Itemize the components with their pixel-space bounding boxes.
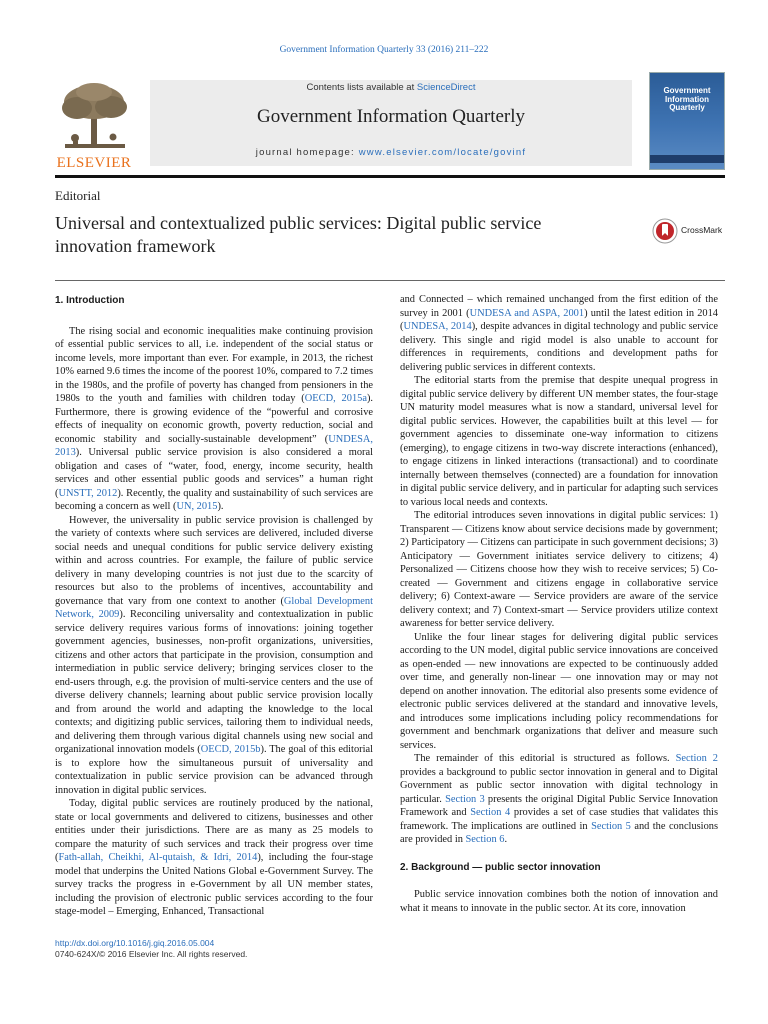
elsevier-wordmark: ELSEVIER xyxy=(56,155,132,171)
citation-link[interactable]: OECD, 2015b xyxy=(200,744,261,755)
article-type: Editorial xyxy=(55,188,101,203)
text-run: ). xyxy=(217,501,224,512)
section-link[interactable]: Section 5 xyxy=(591,820,631,832)
journal-reference-link[interactable]: Government Information Quarterly 33 (2016) 211–222 xyxy=(279,45,489,55)
text-run: However, the universality in public service provision is challenged by the variety of contexts where such services are delivered, included diverse social needs and unequal conditions for public service delivery existing within and across countries. For example, the failure of public service delivery in many developing countries is not just due to the scarcity of resources but also to the problems of incentives, accountability and governance that vary from one context to another ( xyxy=(55,514,373,607)
section-link[interactable]: Section 2 xyxy=(675,753,719,764)
section-heading-background: 2. Background — public sector innovation xyxy=(400,861,601,873)
body-left-column xyxy=(55,290,373,919)
text-run: Today, digital public services are routinely produced by the national, state or local governments and delivered to citizens, businesses and other entities under their jurisdictions. There are as many as 25 models to compare the maturity of such services and track their progress over time ( xyxy=(55,798,373,863)
paragraph: The editorial starts from the premise that despite unequal progress in digital public service delivery by different UN member states, the four-stage UN maturity model measures what is now a standard, universal level for digital public services. However, the capabilities built at this level — for government agencies to disseminate one-way information to citizens (emerging), to engage citizens in two-way discrete interactions (enhanced), to engage citizens in linked interactions (transactional) and to coordinate internally between themselves (connected) are a foundation for innovation in digital public service delivery, and in particular for adapting such services to various local needs and contexts. xyxy=(400,375,718,508)
paragraph: The editorial introduces seven innovations in digital public services: 1) Transparent — Citizens know about service decisions made by government; 2) Participatory — Citizens can participate in such government decisions; 3) Anticipatory — Government initiates service delivery to citizens; 4) Personalized — Citizens choose how they wish to receive services; 5) Co-created — Government and citizens engage in collaborative service delivery; 6) Context-aware — Service providers are aware of the service delivery context; and 7) Context-smart — Service providers utilize context awareness for better service delivery. xyxy=(400,510,718,629)
citation-link[interactable]: Fath-allah, Cheikhi, Al-qutaish, & Idri, 2014 xyxy=(58,852,258,863)
cover-title: Government Information Quarterly xyxy=(663,86,711,112)
text-run: ). Reconciling universality and contextualization in public service delivery requires various forms of innovations: joining together government agencies, businesses, non-profit organizations, universities, citizens and other actors that participate in the provision, consumption and intermediation in public service delivery; bringing services closer to the end-users through, e.g. the provision of multi-service centers and the use of diverse delivery channels; learning about public service provision locally and from around the world and adapting the knowledge to the local contexts; and digitizing public services, tailoring them to individual needs, and delivering them through various digital channels using new social and organizational innovation models ( xyxy=(55,609,373,755)
crossmark-button[interactable] xyxy=(652,218,732,244)
journal-cover-image[interactable] xyxy=(649,72,725,170)
section-link[interactable]: Section 3 xyxy=(445,793,485,805)
text-run: presents the original Digital Public Service Innovation Framework and xyxy=(400,793,718,818)
text-run: ). Universal public service provision is also considered a moral obligation and cases of “water, food, energy, income security, health services and other essential public goods and services” a human right ( xyxy=(55,447,373,499)
text-run: and the conclusions are provided in xyxy=(400,820,719,845)
paragraph xyxy=(55,797,373,919)
body-right-column xyxy=(400,293,718,915)
text-run: and Connected – which remained unchanged from the first edition of the survey in 2001 ( xyxy=(400,294,718,319)
paragraph: Unlike the four linear stages for delivering digital public services according to the UN model, digital public service innovations are conceived as open-ended — new innovations are expected to be continuously added over time, and generally non-linear — one innovation may or may not depend on another innovation. The editorial also presents some evidence of electronic public services delivered at the standard and innovative levels, and introduces some implications including policy recommendations for government and benchmark organizations that deliver and measure such services. xyxy=(400,631,718,751)
paragraph xyxy=(55,325,373,514)
contents-line xyxy=(150,82,632,93)
homepage-line xyxy=(150,147,632,158)
section-link[interactable]: Section 4 xyxy=(470,807,511,818)
text-run: The rising social and economic inequalities make continuing provision of essential public services to all, i.e. independent of the social status or income levels, more important than ever. For example, in 2013, the richest 10% earned 9.6 times the income of the poorest 10%, compared to 7.2 times in the 1980s, and the profile of poverty has changed from pensioners in the 1980s to the youth and families with children today ( xyxy=(55,325,373,404)
text-run: ), despite advances in digital technology and public service delivery. This single and rigid model is also unable to account for differences in requirements, conditions and development paths for delivering public services in different contexts. xyxy=(400,321,718,373)
citation-link[interactable]: UN, 2015 xyxy=(176,501,218,512)
header-divider xyxy=(55,175,725,178)
journal-title: Government Information Quarterly xyxy=(256,106,526,127)
citation-link[interactable]: UNDESA, 2013 xyxy=(55,433,373,458)
journal-header xyxy=(55,70,725,174)
citation-link[interactable]: Global Development Network, 2009 xyxy=(55,595,373,620)
journal-homepage-link[interactable]: www.elsevier.com/locate/govinf xyxy=(358,147,527,158)
masthead xyxy=(150,80,632,166)
citation-link[interactable]: UNSTT, 2012 xyxy=(58,487,118,499)
text-run: ), including the four-stage model that underpins the United Nations Global e-Government Survey. The survey tracks the progress in e-Government by all UN member states, including the provision of electronic public services according to the four stage-model – Emerging, Enhanced, Transactional xyxy=(55,852,373,917)
sciencedirect-link[interactable]: ScienceDirect xyxy=(416,82,476,93)
text-run: ). The goal of this editorial is to explore how the simultaneous pursuit of universality and contextualization in public service provision can be advanced through innovation in digital public services. xyxy=(55,744,373,796)
section-heading-introduction: 1. Introduction xyxy=(55,295,125,306)
citation-link[interactable]: UNDESA, 2014 xyxy=(403,321,472,332)
crossmark-icon xyxy=(652,218,678,244)
page-footer xyxy=(55,938,247,960)
cover-bar xyxy=(650,155,724,163)
paragraph xyxy=(400,752,718,847)
text-run: ). Furthermore, there is growing evidence of the “powerful and corrosive effects of inequality on economic growth, poverty reduction, social and economic stability and socially-sustainable development” ( xyxy=(55,393,374,445)
section-link[interactable]: Section 6 xyxy=(465,834,505,845)
text-run: provides a set of case studies that validates this framework. The implications are outlined in xyxy=(400,807,718,832)
text-run: provides a background to public sector innovation in general and to Digital Government as public sector innovation with digital technology in particular. xyxy=(400,766,718,805)
homepage-prefix: journal homepage: xyxy=(255,147,359,158)
crossmark-label: CrossMark xyxy=(681,225,723,235)
text-run: ) until the latest edition in 2014 ( xyxy=(400,307,718,332)
paragraph: Public service innovation combines both the notion of innovation and what it means to innovate in the public sector. At its core, innovation xyxy=(400,889,718,914)
article-title: Universal and contextualized public services: Digital public service innovation framework xyxy=(55,213,542,256)
paragraph xyxy=(400,293,718,374)
elsevier-logo[interactable] xyxy=(55,80,135,172)
paragraph xyxy=(55,514,373,798)
elsevier-tree-icon xyxy=(55,80,135,154)
citation-link[interactable]: UNDESA and ASPA, 2001 xyxy=(469,307,585,319)
citation-link[interactable]: OECD, 2015a xyxy=(304,393,367,404)
text-run: The remainder of this editorial is structured as follows. xyxy=(414,753,676,764)
contents-prefix: Contents lists available at xyxy=(306,82,417,93)
text-run: ). Recently, the quality and sustainability of such services are becoming a concern as well ( xyxy=(55,487,373,512)
text-run: . xyxy=(504,834,508,845)
doi-link[interactable]: http://dx.doi.org/10.1016/j.giq.2016.05.004 xyxy=(55,938,215,948)
title-divider xyxy=(55,280,725,281)
copyright-notice: 0740-624X/© 2016 Elsevier Inc. All rights reserved. xyxy=(55,949,248,959)
